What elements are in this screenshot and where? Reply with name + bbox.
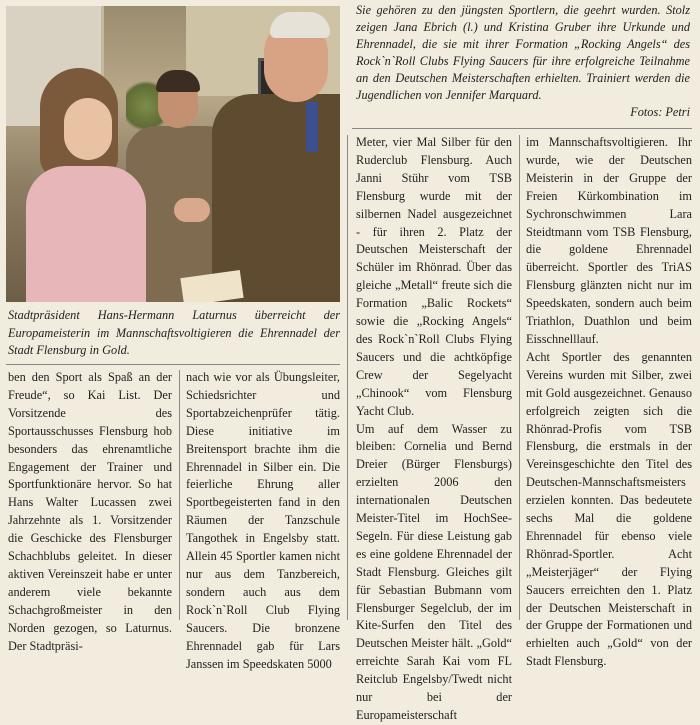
column-4-paragraph-1: im Mannschaftsvoltigieren. Ihr wurde, wie der Deutschen Meisterin in der Gruppe der Freien Kürkombination im Sychronschwimmen Lara Steidtmann vom TSB Flensburg, die goldene Ehrennadel überreicht. Sportler des TriAS Flensburg glänzten nicht nur im Speedskaten, sondern auch beim Triathlon, Duathlon und beim Eisschnelllauf. xyxy=(526,135,692,346)
photo-girl-face xyxy=(64,98,112,160)
caption-top-text: Sie gehören zu den jüngsten Sportlern, die geehrt wurden. Stolz zeigen Jana Ebrich (l.) und Kristina Gruber ihre Urkunde und Ehrennadel, die sie mit ihrer Formation „Rocking Angels“ des Rock`n`Roll Clubs Flying Saucers für ihre erfolgreiche Teilnahme an den Deutschen Meisterschaften erhielten. Trainiert werden die Jugendlichen von Jennifer Marquard. xyxy=(356,3,690,102)
caption-bottom: Stadtpräsident Hans-Hermann Laturnus überreicht der Europameisterin im Mannschaftsvoltigieren die Ehrennadel der Stadt Flensburg in Gold. xyxy=(8,308,340,357)
column-3-paragraph-2: Um auf dem Wasser zu bleiben: Cornelia und Bernd Dreier (Bürger Flensburgs) erzielten 2006 den internationalen Deutschen Meister-Titel im HochSee-Segeln. Für diese Leistung gab es eine goldene Ehrennadel der Stadt Flensburg. Gleiches gilt für Sebastian Bubmann vom Flensburger Segelclub, der im Kite-Surfen den Titel des Deutschen Meister hält. „Gold“ erreichte Sarah Kai vom FL Reitclub Engelsby/Twedt nicht nur bei der Europameisterschaft xyxy=(356,421,512,722)
column-4-paragraph-2: Acht Sportler des genannten Vereins wurden mit Silber, zwei mit Gold ausgezeichnet. Genauso erfolgreich zeigten sich die Rhönrad-Profis vom TSB Flensburg, die erstmals in der Vereinsgeschichte den Titel des Deutschen-Mannschaftsmeisters erzielen konnten. Das bedeutete sechs Mal die goldene Ehrennadel für ebenso viele Rhönrad-Sportler. Acht „Meisterjäger“ der Flying Saucers erreichten den 1. Platz der Deutschen Meisterschaft in der Gruppe der Formationen und erhielten auch „Gold“ von der Stadt Flensburg. xyxy=(526,349,692,669)
divider-bottom xyxy=(6,364,340,365)
photo-credit: Fotos: Petri xyxy=(630,105,690,119)
column-3-paragraph-1: Meter, vier Mal Silber für den Ruderclub Flensburg. Auch Janni Stühr vom TSB Flensburg wurde mit der silbernen Nadel ausgezeichnet - für ihren 2. Platz der Deutschen Meisterschaft der Schüler im Rhönrad. Über das gleiche „Metall“ freute sich die Formation „Balic Rockets“ sowie die „Rocking Angels“ des Rock`n`Roll Clubs Flying Saucers und die achtköpfige Crew der Segelyacht „Chinook“ vom Flensburg Yacht Club. xyxy=(356,135,512,418)
column-divider-1 xyxy=(179,370,180,620)
column-divider-3 xyxy=(519,135,520,620)
article-column-2 xyxy=(186,369,340,673)
photo-girl xyxy=(26,166,146,302)
article-column-4 xyxy=(526,134,692,671)
photo-tie xyxy=(306,102,318,152)
column-1-text: ben den Sport als Spaß an der Freude“, so Kai List. Der Vorsitzende des Sportausschusses Flensburg hob besonders das ehrenamtliche Engagement der Trainer und Sportfunktionäre hervor. So hat Hans Walter Lucassen zwei Jahrzehnte als 1. Vorsitzender die Geschicke des Flensburger Schachblubs geleitet. In dieser aktiven Vereinszeit habe er unter anderem viele bekannte Schachgroßmeister in den Norden gezogen, so Laturnus. Der Stadtpräsi- xyxy=(8,370,172,653)
column-divider-2 xyxy=(347,135,348,620)
photo-mayor-hair xyxy=(270,12,330,38)
photo-hands xyxy=(174,198,210,222)
article-column-3 xyxy=(356,134,512,725)
divider-top xyxy=(352,128,692,129)
award-photo xyxy=(6,6,340,302)
caption-top xyxy=(356,2,690,121)
article-column-1 xyxy=(8,369,172,656)
column-2-text: nach wie vor als Übungsleiter, Schiedsrichter und Sportabzeichenprüfer tätig. Diese initiative im Breitensport brachte ihm die Ehrennadel in Silber ein. Die feierliche Ehrung aller Sportbegeisterten fand in den Räumen der Tanzschule Tangothek in Engelsby statt. Allein 45 Sportler kamen nicht nur aus dem Tanzbereich, sondern auch aus dem Rock`n`Roll Club Flying Saucers. Die bronzene Ehrennadel gab für Lars Janssen im Speedskaten 5000 xyxy=(186,370,340,671)
